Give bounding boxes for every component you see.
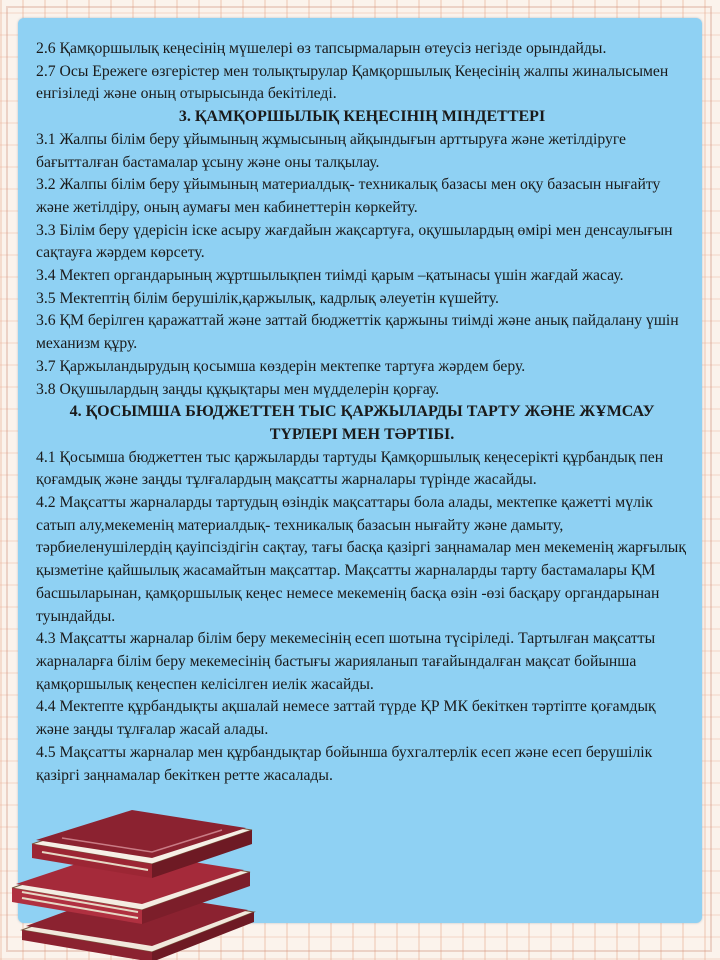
section-4-heading: 4. ҚОСЫМША БЮДЖЕТТЕН ТЫС ҚАРЖЫЛАРДЫ ТАРТУ ЖӘНЕ ЖҰМСАУ ТҮРЛЕРІ МЕН ТӘРТІБІ.	[69, 403, 655, 443]
paragraph-3-3: 3.3 Білім беру үдерісін іске асыру жағдайын жақсартуға, оқушылардың өмірі мен денсаулығын сақтауға жәрдем көрсету.	[36, 221, 673, 262]
section-3-heading: 3. ҚАМҚОРШЫЛЫҚ КЕҢЕСІНІҢ МІНДЕТТЕРІ	[178, 108, 546, 126]
paragraph-4-5: 4.5 Мақсатты жарналар мен құрбандықтар бойынша бухгалтерлік есеп және есеп берушілік қазіргі заңнамалар бекіткен ретте жасалады.	[36, 743, 653, 784]
paragraph-2-7: 2.7 Осы Ережеге өзгерістер мен толықтырулар Қамқоршылық Кеңесінің жалпы жиналысымен енгізіледі және оның отырысында бекітіледі.	[36, 62, 669, 103]
document-text	[36, 38, 688, 787]
paragraph-3-7: 3.7 Қаржыландырудың қосымша көздерін мектепке тартуға жәрдем беру.	[36, 357, 526, 375]
paragraph-4-2: 4.2 Мақсатты жарналарды тартудың өзіндік мақсаттары бола алады, мектепке қажетті мүлік сатып алу,мекеменің материалдық- техникалық базасын нығайту және дамыту, тәрбиеленушілердің қауіпсіздігін сақтау, тағы басқа қазіргі заңнамалар мен мекеменің жарғылық қызметіне қайшылық жасамайтын мақсаттар. Мақсатты жарналарды тарту бастамалары ҚМ басшыларынан, қамқоршылық кеңес немесе мекеменің басқа өзін -өзі басқару органдарынан туындайды.	[36, 494, 686, 625]
paragraph-3-8: 3.8 Оқушылардың заңды құқықтары мен мүдделерін қорғау.	[36, 380, 440, 398]
paragraph-2-6: 2.6 Қамқоршылық кеңесінің мүшелері өз тапсырмаларын өтеусіз негізде орындайды.	[36, 40, 607, 57]
paragraph-4-1: 4.1 Қосымша бюджеттен тыс қаржыларды тартуды Қамқоршылық кеңесерікті құрбандық пен қоғамдық және заңды тұлғалардың мақсатты жарналары түрінде жасайды.	[36, 448, 664, 489]
paragraph-4-4: 4.4 Мектепте құрбандықты ақшалай немесе заттай түрде ҚР МК бекіткен тәртіпте қоғамдық және заңды тұлғалар жасай алады.	[36, 698, 656, 739]
stack-of-books-icon	[2, 780, 272, 960]
paragraph-3-1: 3.1 Жалпы білім беру ұйымының жұмысының айқындығын арттыруға және жетілдіруге бағытталған бастамалар ұсыну және оны талқылау.	[36, 130, 627, 171]
paragraph-3-4: 3.4 Мектеп органдарының жұртшылықпен тиімді қарым –қатынасы үшін жағдай жасау.	[36, 267, 624, 285]
paragraph-4-3: 4.3 Мақсатты жарналар білім беру мекемесінің есеп шотына түсіріледі. Тартылған мақсатты жарналарға білім беру мекемесінің бастығы жарияланып тағайындалған мақсат бойынша қамқоршылық кеңеспен келісілген иелік жасайды.	[36, 630, 656, 693]
paragraph-3-2: 3.2 Жалпы білім беру ұйымының материалдық- техникалық базасы мен оқу базасын нығайту және жетілдіру, оның аумағы мен кабинеттерін көркейту.	[36, 176, 661, 216]
paragraph-3-5: 3.5 Мектептің білім берушілік,қаржылық, кадрлық әлеуетін күшейту.	[36, 289, 499, 307]
paragraph-3-6: 3.6 ҚМ берілген қаражаттай және заттай бюджеттік қаржыны тиімді және анық пайдалану үшін механизм құру.	[36, 312, 679, 353]
